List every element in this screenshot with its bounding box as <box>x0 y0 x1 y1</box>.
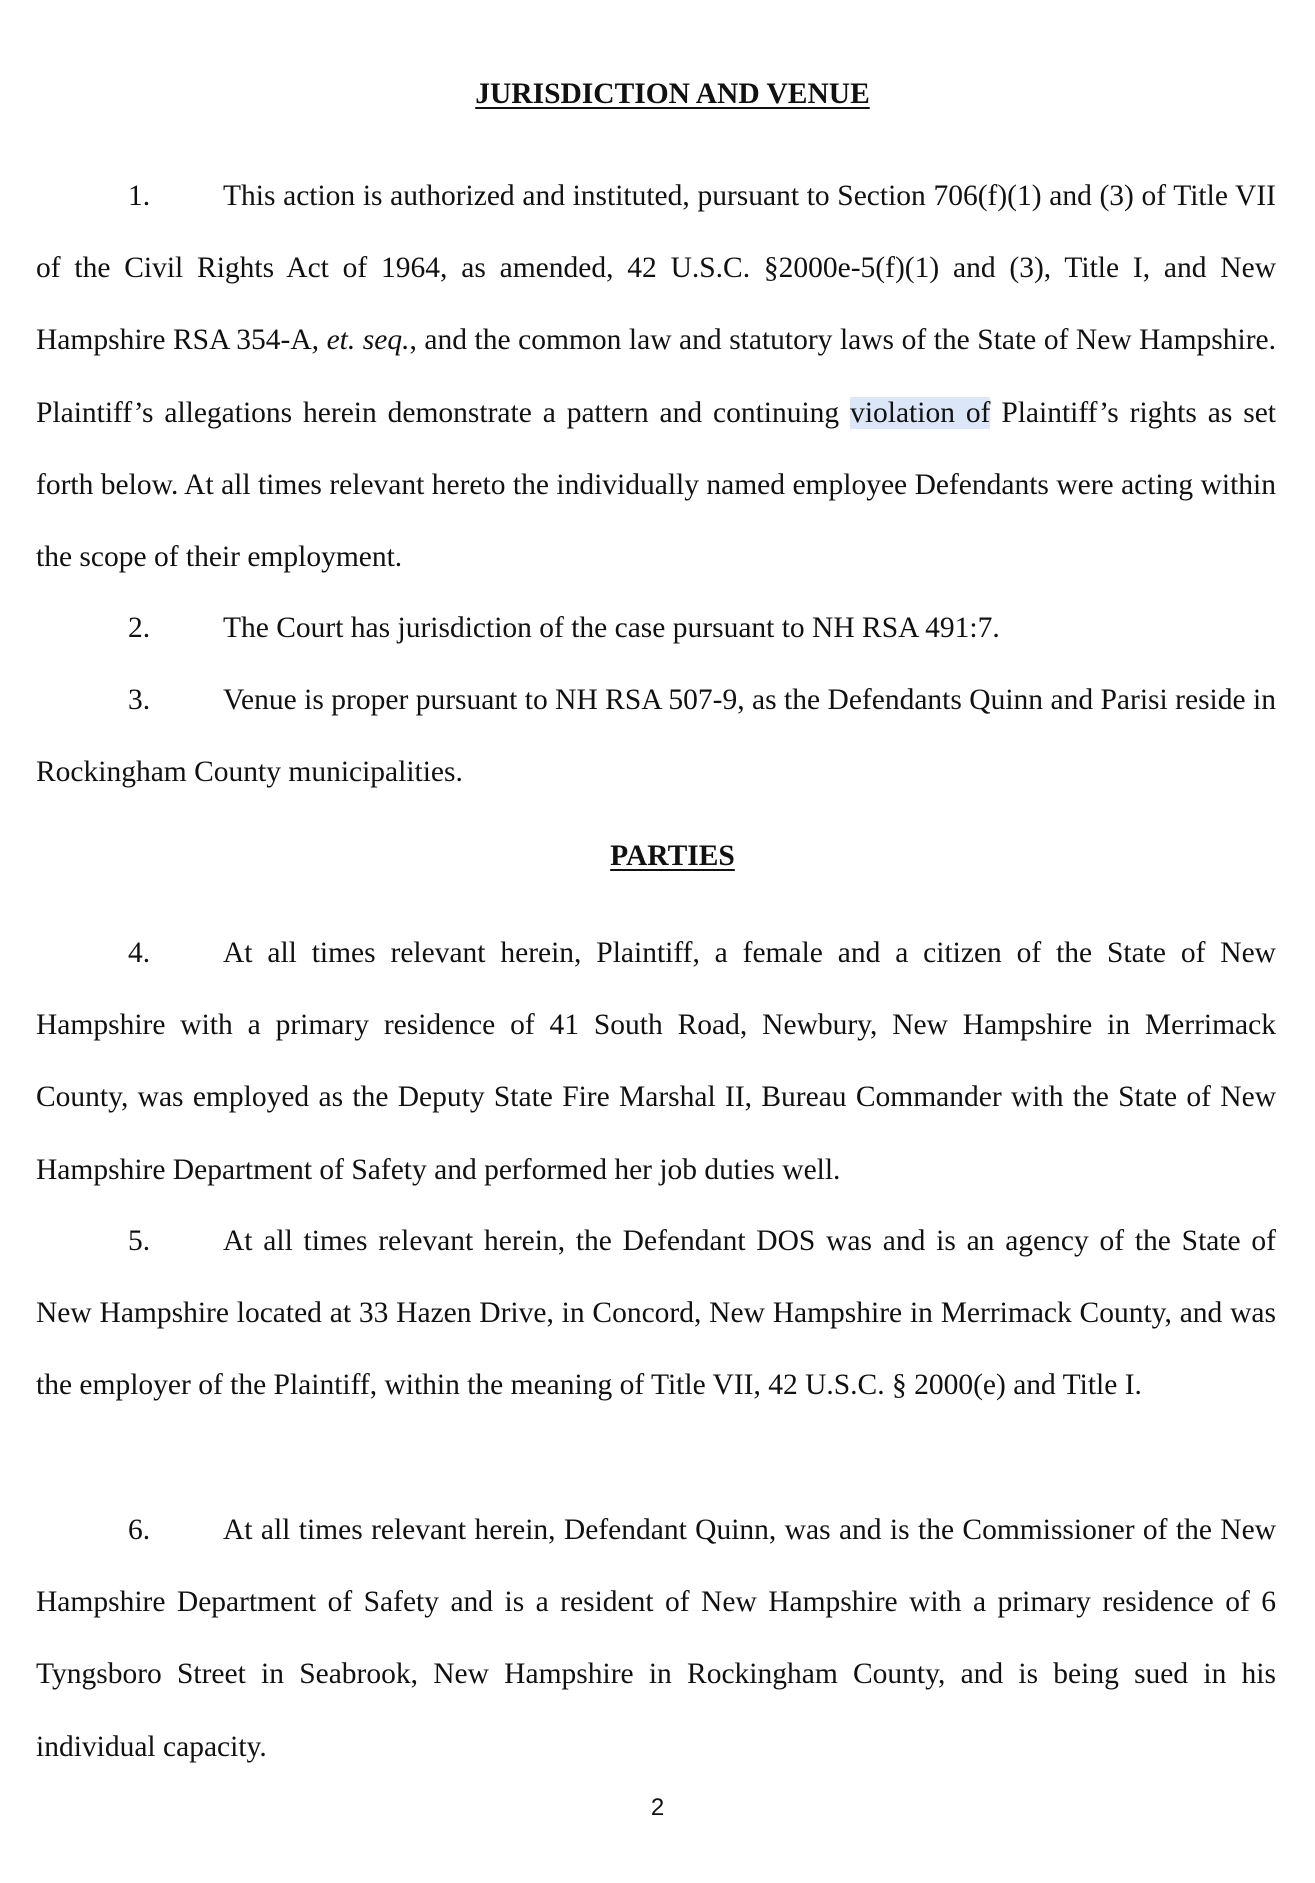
paragraph-3 <box>36 664 1276 808</box>
heading-parties: PARTIES <box>610 840 735 872</box>
paragraph-6 <box>36 1494 1276 1783</box>
paragraph-text: This action is authorized and instituted, pursuant to Section 706(f)(1) and (3) of Title VII of the Civil Rights Act of 1964, as amended, 42 U.S.C. §2000e-5(f)(1) and (3), Title I, and New Hampshire RSA 354-A <box>36 180 1276 357</box>
paragraph-number: 2. <box>128 612 151 644</box>
paragraph-4 <box>36 917 1276 1206</box>
paragraph-1 <box>36 160 1276 593</box>
paragraph-text: At all times relevant herein, Defendant Quinn, was and is the Commissioner of the New Hampshire Department of Safety and is a resident of New Hampshire with a primary residence of 6 Tyngsboro Street in Seabrook, New Hampshire in Rockingham County, and is being sued in his individual capacity. <box>36 1514 1276 1763</box>
paragraph-number: 6. <box>128 1514 151 1546</box>
paragraph-text: Plaintiff’s rights as set forth below. At all times relevant hereto the individually named employee Defendants were acting within the scope of their employment. <box>36 396 1276 574</box>
selected-text-highlight[interactable]: violation of <box>850 396 991 429</box>
page-number: 2 <box>650 1794 665 1821</box>
heading-jurisdiction-and-venue: JURISDICTION AND VENUE <box>475 78 870 110</box>
paragraph-text: The Court has jurisdiction of the case pursuant to NH RSA 491:7. <box>223 612 1000 644</box>
paragraph-number: 5. <box>128 1225 151 1257</box>
paragraph-2 <box>36 592 1276 664</box>
paragraph-number: 4. <box>128 937 151 969</box>
paragraph-text: At all times relevant herein, Plaintiff, a female and a citizen of the State of New Hampshire with a primary residence of 41 South Road, Newbury, New Hampshire in Merrimack County, was employed as the Deputy State Fire Marshal II, Bureau Commander with the State of New Hampshire Department of Safety and performed her job duties well. <box>36 937 1276 1186</box>
paragraph-number: 3. <box>128 684 151 716</box>
paragraph-number: 1. <box>128 180 151 212</box>
paragraph-text: Venue is proper pursuant to NH RSA 507-9, as the Defendants Quinn and Parisi reside in Rockingham County municipalities. <box>36 684 1276 789</box>
paragraph-text: , and the common law and statutory laws of the State of New Hampshire. Plaintiff’s allegations herein demonstrate a pattern and continuing <box>36 324 1276 429</box>
paragraph-5 <box>36 1205 1276 1422</box>
paragraph-text: At all times relevant herein, the Defendant DOS was and is an agency of the State of New Hampshire located at 33 Hazen Drive, in Concord, New Hampshire in Merrimack County, and was the employer of the Plaintiff, within the meaning of Title VII, 42 U.S.C. § 2000(e) and Title I. <box>36 1225 1276 1402</box>
paragraph-text-italic: , et. seq. <box>311 324 410 357</box>
